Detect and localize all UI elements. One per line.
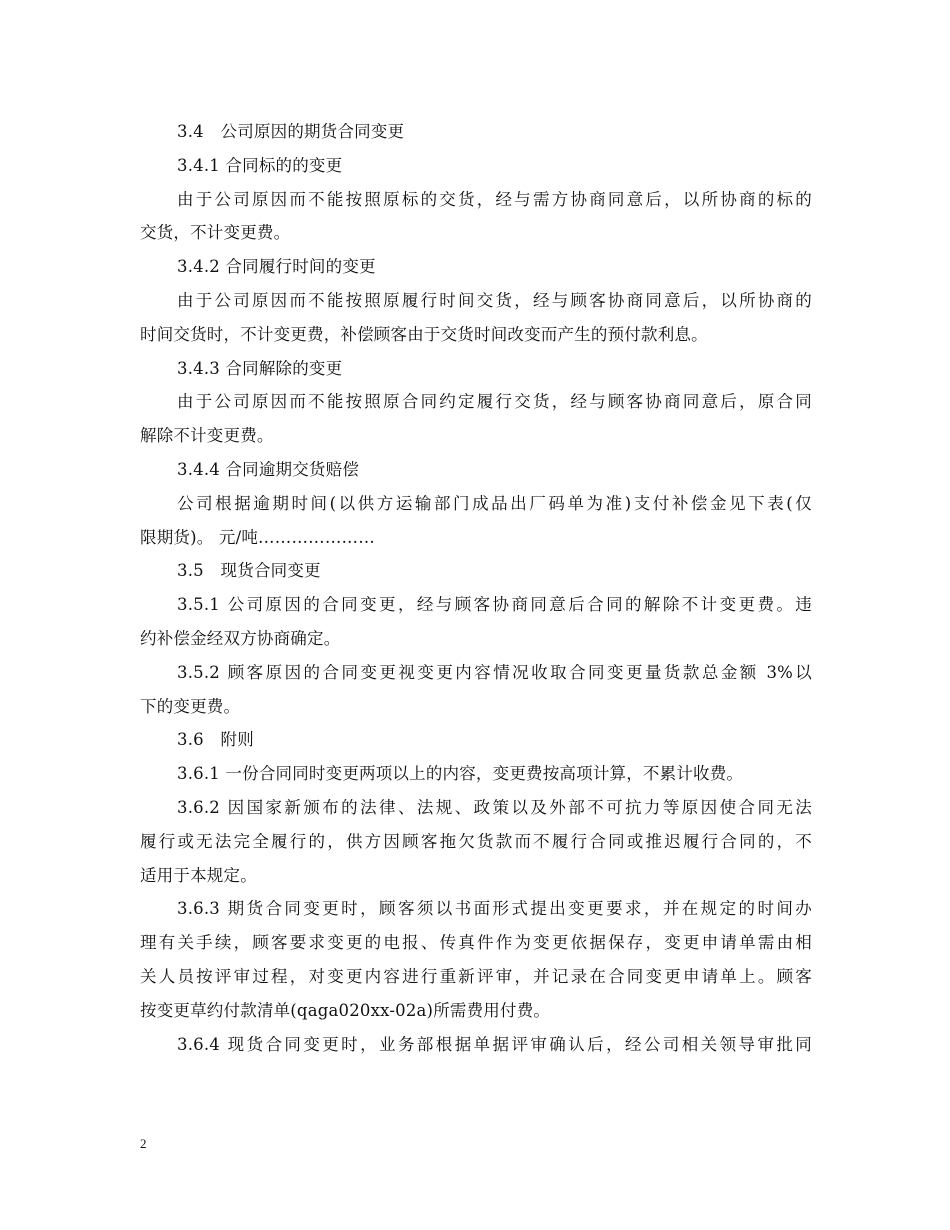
paragraph-line: 由于公司原因而不能按照原合同约定履行交货，经与顾客协商同意后，原合同 xyxy=(177,392,812,412)
paragraph-line: 关人员按评审过程，对变更内容进行重新评审，并记录在合同变更申请单上。顾客 xyxy=(140,966,812,986)
section-heading-3-5: 3.5 现货合同变更 xyxy=(177,561,321,581)
paragraph-line: 3.5.1 公司原因的合同变更，经与顾客协商同意后合同的解除不计变更费。违 xyxy=(177,595,812,615)
subsection-heading-3-4-2: 3.4.2 合同履行时间的变更 xyxy=(177,257,376,277)
section-heading-3-4: 3.4 公司原因的期货合同变更 xyxy=(177,122,405,141)
paragraph-line: 3.6.1 一份合同同时变更两项以上的内容，变更费按高项计算，不累计收费。 xyxy=(177,764,744,784)
subsection-heading-3-4-1: 3.4.1 合同标的的变更 xyxy=(177,155,343,175)
section-heading-3-6: 3.6 附则 xyxy=(177,730,254,750)
paragraph-line: 时间交货时，不计变更费，补偿顾客由于交货时间改变而产生的预付款利息。 xyxy=(140,324,708,344)
paragraph-line: 3.6.2 因国家新颁布的法律、法规、政策以及外部不可抗力等原因使合同无法 xyxy=(177,797,812,817)
paragraph-line: 公司根据逾期时间(以供方运输部门成品出厂码单为准)支付补偿金见下表(仅 xyxy=(177,493,812,513)
paragraph-line: 3.6.4 现货合同变更时，业务部根据单据评审确认后，经公司相关领导审批同 xyxy=(177,1034,812,1054)
paragraph-line: 由于公司原因而不能按照原标的交货，经与需方协商同意后，以所协商的标的 xyxy=(177,189,812,209)
paragraph-line: 解除不计变更费。 xyxy=(140,426,274,446)
paragraph-line: 理有关手续，顾客要求变更的电报、传真件作为变更依据保存，变更申请单需由相 xyxy=(140,933,812,953)
subsection-heading-3-4-4: 3.4.4 合同逾期交货赔偿 xyxy=(177,459,360,479)
paragraph-line: 3.6.3 期货合同变更时，顾客须以书面形式提出变更要求，并在规定的时间办 xyxy=(177,899,812,919)
paragraph-line: 下的变更费。 xyxy=(140,696,241,716)
subsection-heading-3-4-3: 3.4.3 合同解除的变更 xyxy=(177,358,343,378)
paragraph-line: 限期货)。 元/吨………………… xyxy=(140,527,375,547)
document-body xyxy=(140,115,812,1061)
paragraph-line: 3.5.2 顾客原因的合同变更视变更内容情况收取合同变更量货款总金额 3%以 xyxy=(177,662,812,682)
paragraph-line: 约补偿金经双方协商确定。 xyxy=(140,628,341,648)
paragraph-line: 交货，不计变更费。 xyxy=(140,223,291,243)
paragraph-line: 按变更草约付款清单(qaga020xx-02a)所需费用付费。 xyxy=(140,1000,551,1020)
page-number: 2 xyxy=(140,1136,147,1151)
paragraph-line: 履行或无法完全履行的，供方因顾客拖欠货款而不履行合同或推迟履行合同的，不 xyxy=(140,831,812,851)
paragraph-line: 适用于本规定。 xyxy=(140,865,257,885)
paragraph-line: 由于公司原因而不能按照原履行时间交货，经与顾客协商同意后，以所协商的 xyxy=(177,290,812,310)
